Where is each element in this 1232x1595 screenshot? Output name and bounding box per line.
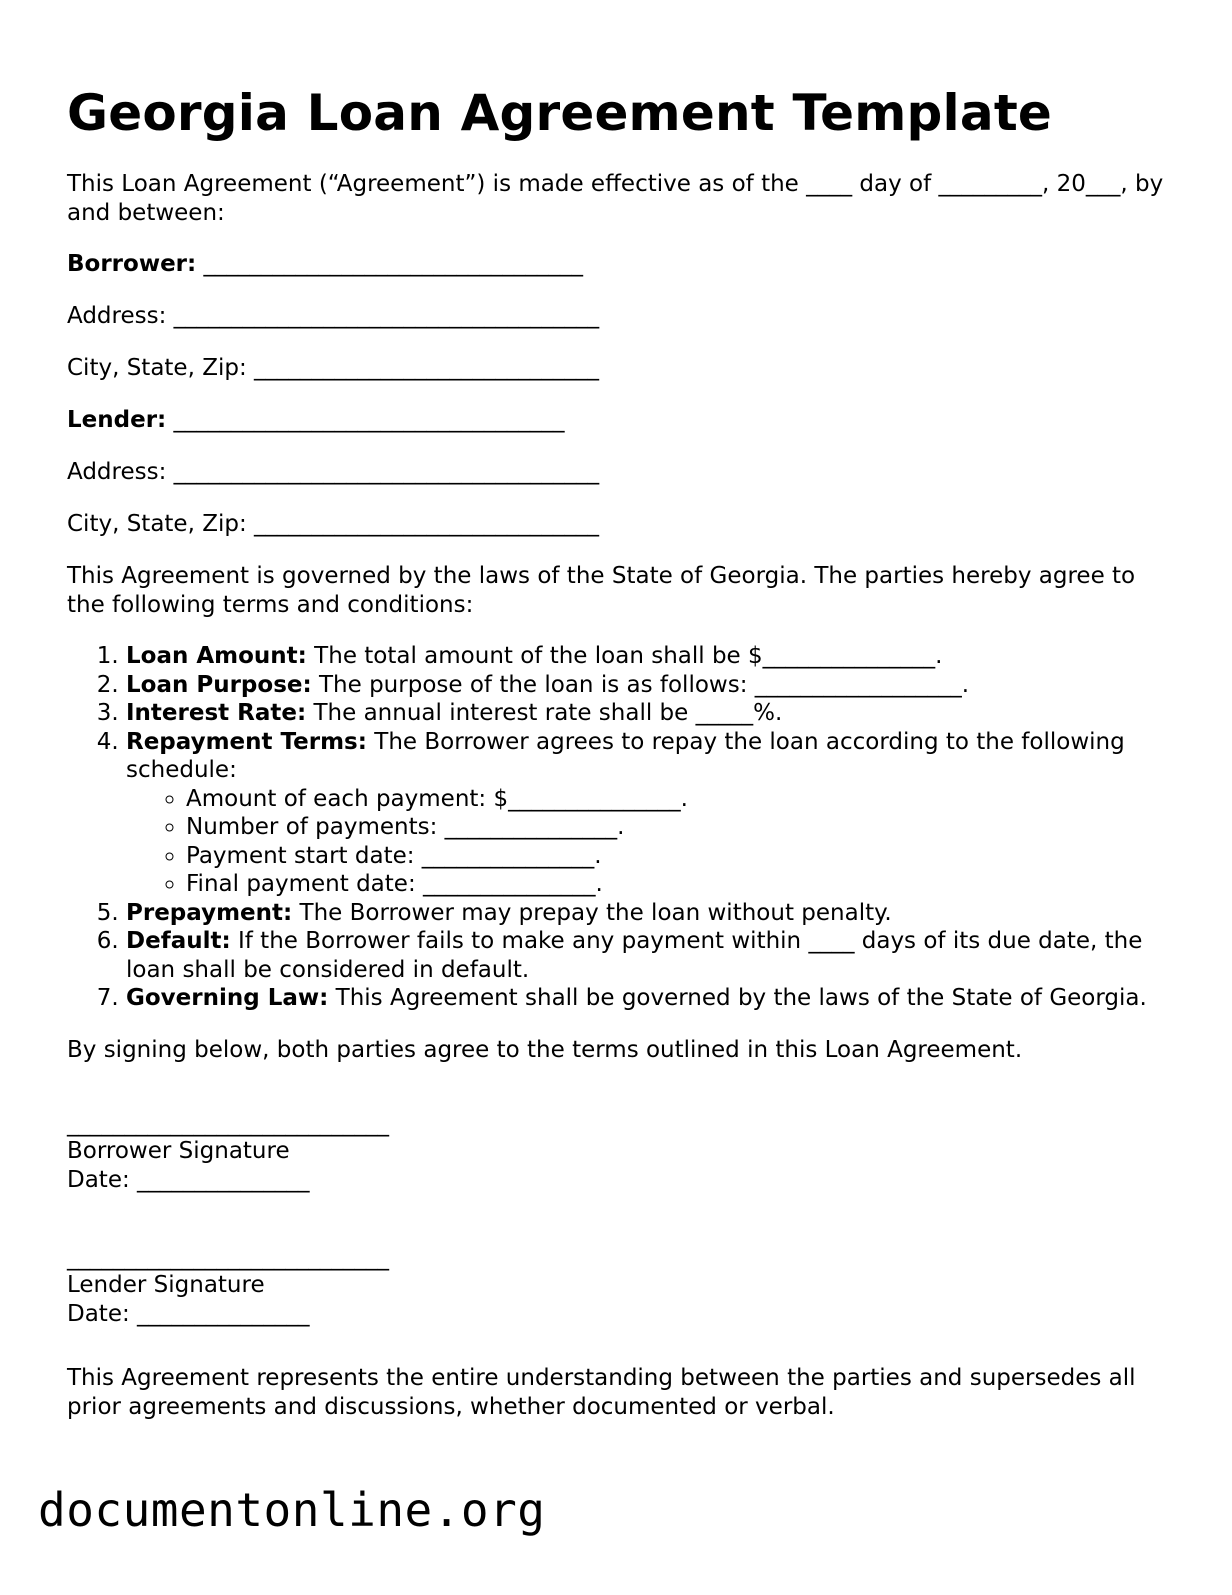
borrower-address-label: Address: [67, 303, 167, 329]
term-item [126, 984, 1167, 1013]
term-label: Repayment Terms: [126, 728, 367, 755]
borrower-address-blank: _____________________________________ [166, 303, 600, 329]
borrower-field [67, 250, 1167, 279]
term-text: If the Borrower fails to make any payment within ____ days of its due date, the loan shall be considered in default. [126, 928, 1143, 983]
term-text: The annual interest rate shall be _____%. [306, 700, 783, 726]
term-text: The Borrower agrees to repay the loan according to the following schedule: [126, 728, 1125, 783]
lender-city-field [67, 510, 1167, 539]
borrower-city-field [67, 354, 1167, 383]
term-text: The total amount of the loan shall be $_______________. [306, 643, 943, 669]
term-item [126, 699, 1167, 728]
schedule-item: ◦ Final payment date: _______________. [186, 870, 1167, 899]
lender-field [67, 406, 1167, 435]
signing-text: By signing below, both parties agree to the terms outlined in this Loan Agreement. [67, 1036, 1023, 1063]
term-text: The Borrower may prepay the loan without penalty. [292, 899, 892, 926]
term-label: Default: [126, 928, 231, 954]
lender-address-label: Address: [67, 459, 167, 485]
lender-signature-line: ____________________________ [67, 1245, 389, 1271]
lender-city-blank: ______________________________ [246, 511, 600, 537]
governing-intro: This Agreement is governed by the laws of the State of Georgia. The parties hereby agree to the following terms and conditions: [67, 563, 1136, 618]
term-item [126, 927, 1167, 984]
borrower-signature-block [67, 1111, 1167, 1194]
term-item [126, 642, 1167, 671]
term-label: Interest Rate: [126, 700, 307, 726]
borrower-city-blank: ______________________________ [246, 355, 600, 381]
lender-city-label: City, State, Zip: [67, 511, 247, 537]
lender-label: Lender: [67, 407, 167, 433]
borrower-signature-label: Borrower Signature [67, 1138, 290, 1164]
borrower-city-label: City, State, Zip: [67, 355, 247, 381]
schedule-item: ◦ Amount of each payment: $_______________. [186, 785, 1167, 814]
lender-address-blank: _____________________________________ [166, 459, 600, 485]
borrower-address-field [67, 302, 1167, 331]
borrower-signature-line: ____________________________ [67, 1111, 389, 1137]
lender-signature-date: Date: _______________ [67, 1300, 310, 1327]
term-label: Governing Law: [126, 985, 329, 1011]
term-label: Loan Purpose: [126, 671, 312, 698]
term-item [126, 671, 1167, 700]
term-item [126, 728, 1167, 899]
lender-signature-block [67, 1245, 1167, 1328]
borrower-blank: _________________________________ [196, 251, 584, 277]
term-text: The purpose of the loan is as follows: __________________. [311, 671, 970, 698]
term-text: This Agreement shall be governed by the laws of the State of Georgia. [328, 985, 1147, 1011]
term-label: Prepayment: [126, 899, 293, 926]
document-title: Georgia Loan Agreement Template [67, 84, 1053, 142]
terms-list [67, 642, 1167, 1013]
term-label: Loan Amount: [126, 643, 307, 669]
watermark: documentonline.org [38, 1483, 546, 1537]
borrower-signature-date: Date: _______________ [67, 1166, 310, 1193]
intro-paragraph: This Loan Agreement (“Agreement”) is made effective as of the ____ day of _________, 20___, by and between: [67, 171, 1164, 226]
schedule-item: ◦ Number of payments: _______________. [186, 813, 1167, 842]
schedule-item: ◦ Payment start date: _______________. [186, 842, 1167, 871]
lender-signature-label: Lender Signature [67, 1272, 265, 1298]
document-page [67, 82, 1167, 1444]
repayment-schedule-list [126, 785, 1167, 899]
term-item [126, 899, 1167, 928]
lender-blank: __________________________________ [166, 407, 565, 433]
closing-paragraph: This Agreement represents the entire understanding between the parties and supersedes all prior agreements and discussions, whether documented or verbal. [67, 1365, 1136, 1420]
borrower-label: Borrower: [67, 251, 197, 277]
lender-address-field [67, 458, 1167, 487]
